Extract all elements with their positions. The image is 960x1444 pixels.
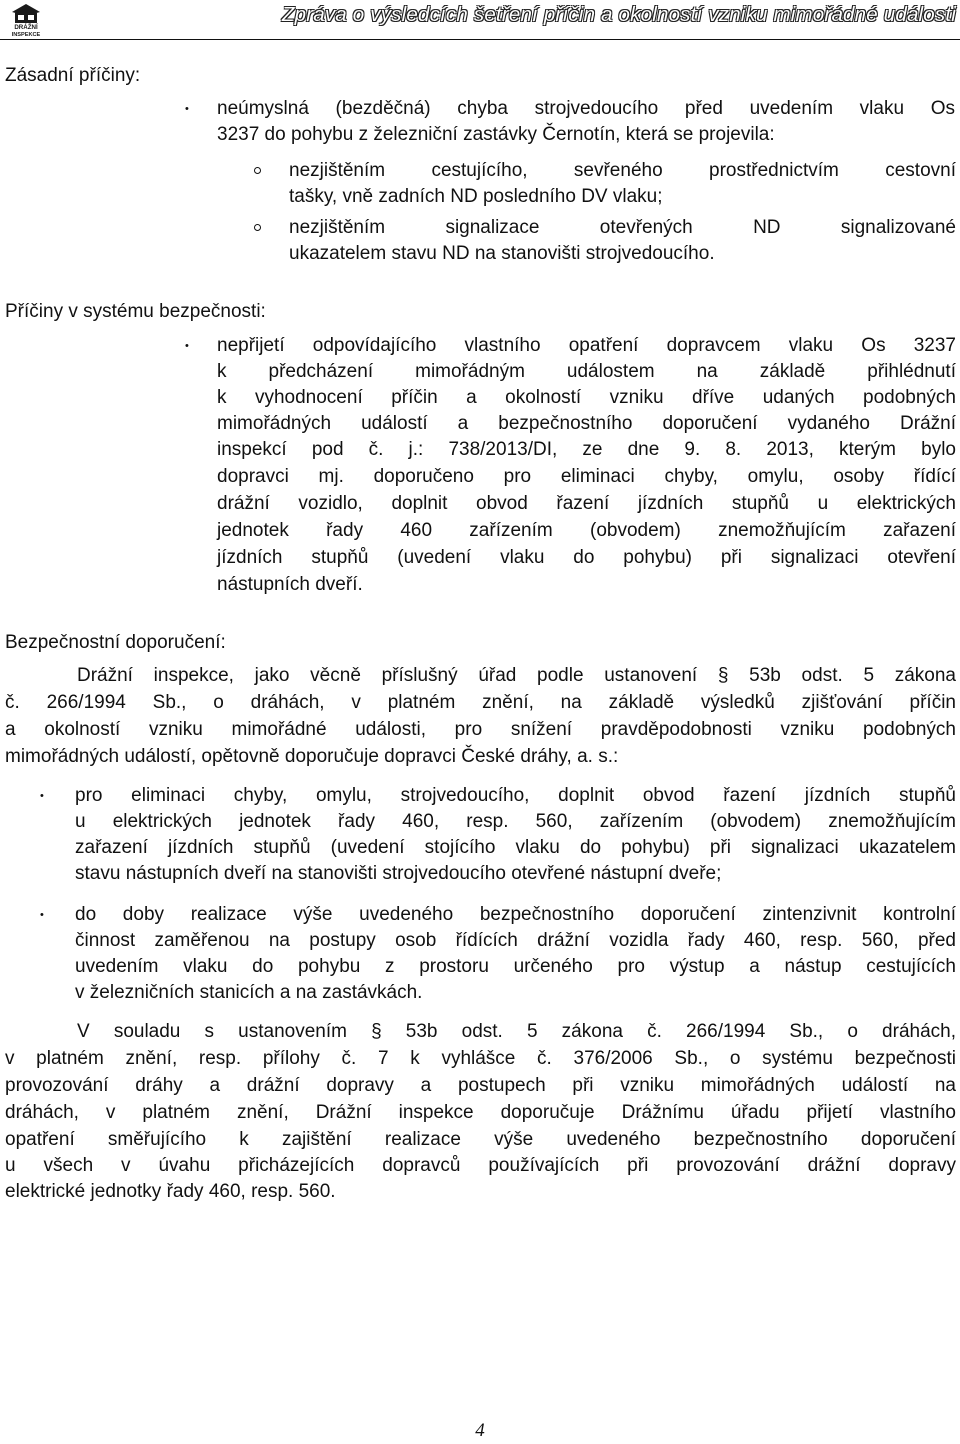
bullet-icon: • [40,909,44,921]
safety-system-heading: Příčiny v systému bezpečnosti: [5,301,266,322]
text-line: u elektrických jednotek řady 460, resp. 560, zařízením (obvodem) znemožňujícím [75,811,956,832]
circle-bullet-icon [254,167,261,174]
text-line: neúmyslná (bezděčná) chyba strojvedoucího před uvedením vlaku Os [217,98,955,119]
svg-text:INSPEKCE: INSPEKCE [11,32,41,37]
text-line: nezjištěním cestujícího, sevřeného prostřednictvím cestovní [289,160,956,181]
text-line: k předcházení mimořádným událostem na základě přihlédnutí [217,361,956,382]
text-line: Drážní inspekce, jako věcně příslušný úřad podle ustanovení § 53b odst. 5 zákona [77,665,956,686]
text-line: jízdních stupňů (uvedení vlaku do pohybu) při signalizaci otevření [217,547,956,568]
page-header [0,0,960,42]
root-causes-heading: Zásadní příčiny: [5,65,141,86]
text-line: V souladu s ustanovením § 53b odst. 5 zákona č. 266/1994 Sb., o dráhách, [77,1021,956,1042]
text-line: nezjištěním signalizace otevřených ND signalizované [289,217,956,238]
text-line: tašky, vně zadních ND posledního DV vlaku; [289,186,663,207]
text-line: činnost zaměřenou na postupy osob řídících drážní vozidla řady 460, resp. 560, před [75,930,956,951]
text-line: opatření směřujícího k zajištění realizace výše uvedeného bezpečnostního doporučení [5,1129,956,1150]
text-line: jednotek řady 460 zařízením (obvodem) znemožňujícím zařazení [217,520,956,541]
text-line: dopravci mj. doporučeno pro eliminaci chyby, omylu, osoby řídící [217,466,956,487]
text-line: v železničních stanicích a na zastávkách. [75,982,423,1003]
text-line: nepřijetí odpovídajícího vlastního opatření dopravcem vlaku Os 3237 [217,335,956,356]
text-line: dráhách, v platném znění, Drážní inspekce doporučuje Drážnímu úřadu přijetí vlastního [5,1102,956,1123]
text-line: do doby realizace výše uvedeného bezpečnostního doporučení zintenzivnit kontrolní [75,904,956,925]
page-number: 4 [475,1420,485,1441]
bullet-icon: • [40,790,44,802]
text-line: uvedením vlaku do pohybu z prostoru určeného pro výstup a nástup cestujících [75,956,956,977]
text-line: č. 266/1994 Sb., o dráhách, v platném znění, na základě výsledků zjišťování příčin [5,692,956,713]
text-line: elektrické jednotky řady 460, resp. 560. [5,1181,336,1202]
text-line: ukazatelem stavu ND na stanovišti strojvedoucího. [289,243,715,264]
text-line: mimořádných událostí, opětovně doporučuje dopravci České dráhy, a. s.: [5,746,619,767]
text-line: nástupních dveří. [217,574,363,595]
text-line: stavu nástupních dveří na stanovišti strojvedoucího otevřené nástupní dveře; [75,863,722,884]
text-line: k vyhodnocení příčin a okolností vzniku dříve udaných podobných [217,387,956,408]
text-line: drážní vozidlo, doplnit obvod řazení jízdních stupňů u elektrických [217,493,956,514]
header-divider [0,39,960,40]
recommendation-heading: Bezpečnostní doporučení: [5,632,226,653]
text-line: pro eliminaci chyby, omylu, strojvedoucího, doplnit obvod řazení jízdních stupňů [75,785,956,806]
bullet-icon: • [185,103,189,115]
document-title: Zpráva o výsledcích šetření příčin a okolností vzniku mimořádné události [281,3,956,26]
circle-bullet-icon [254,224,261,231]
text-line: v platném znění, resp. přílohy č. 7 k vyhlášce č. 376/2006 Sb., o systému bezpečnosti [5,1048,956,1069]
svg-text:DRÁŽNÍ: DRÁŽNÍ [14,24,38,31]
text-line: mimořádných událostí a bezpečnostního doporučení vydaného Drážní [217,413,956,434]
bullet-icon: • [185,340,189,352]
text-line: u všech v úvahu přicházejících dopravců používajících při provozování drážní dopravy [5,1155,956,1176]
text-line: a okolností vzniku mimořádné události, pro snížení pravděpodobnosti vzniku podobných [5,719,956,740]
drazni-inspekce-logo [6,3,46,37]
text-line: provozování dráhy a drážní dopravy a postupech při vzniku mimořádných událostí na [5,1075,956,1096]
text-line: 3237 do pohybu z železniční zastávky Černotín, která se projevila: [217,124,775,145]
text-line: inspekcí pod č. j.: 738/2013/DI, ze dne 9. 8. 2013, kterým bylo [217,439,956,460]
text-line: zařazení jízdních stupňů (uvedení stojícího vlaku do pohybu) při signalizaci ukazatelem [75,837,956,858]
